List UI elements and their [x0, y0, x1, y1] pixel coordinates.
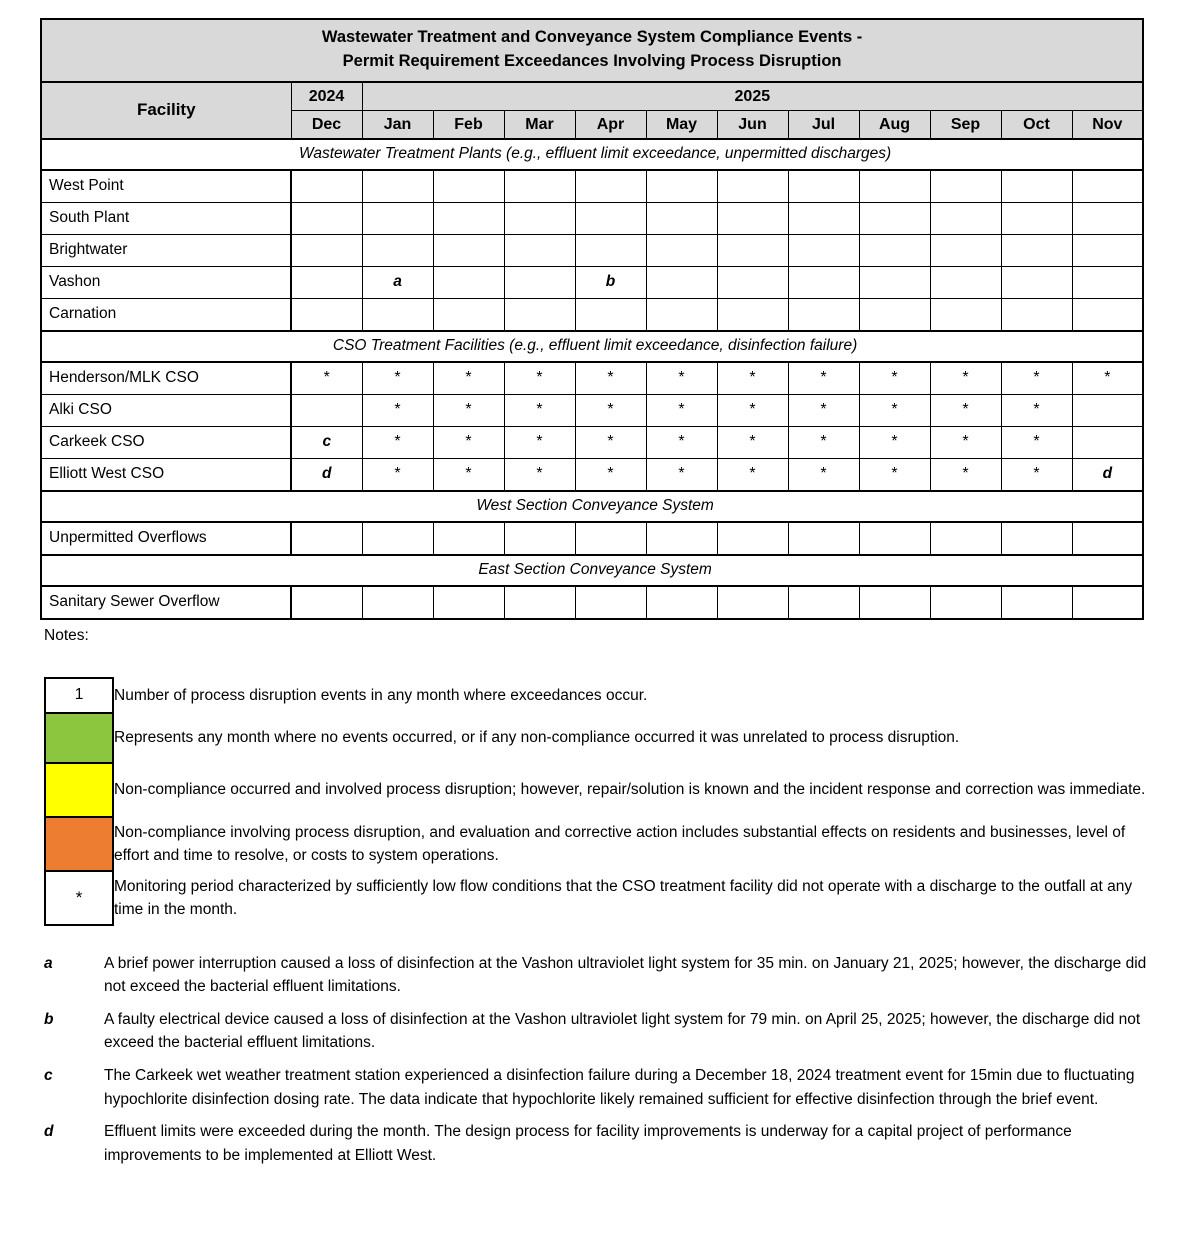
- asterisk-icon: *: [749, 433, 756, 451]
- status-cell: [575, 298, 646, 331]
- table-row: [41, 362, 1143, 395]
- status-cell: [1001, 426, 1072, 458]
- footnote-row: [44, 952, 1164, 1008]
- footnote-letter: a: [44, 954, 53, 972]
- table-row: [41, 522, 1143, 555]
- asterisk-icon: *: [607, 401, 614, 419]
- status-cell: [433, 394, 504, 426]
- section-heading-row: [41, 331, 1143, 362]
- status-cell: [433, 522, 504, 555]
- asterisk-icon: *: [891, 465, 898, 483]
- status-cell: [930, 202, 1001, 234]
- status-cell: [362, 202, 433, 234]
- section-heading-row: [41, 139, 1143, 170]
- status-cell: [575, 234, 646, 266]
- footnote-text: A faulty electrical device caused a loss of disinfection at the Vashon ultraviolet light system for 79 min. on April 25, 2025; however, the discharge did not exceed the bacterial effluent limitations.: [104, 1010, 1141, 1052]
- asterisk-icon: *: [323, 369, 330, 387]
- compliance-matrix-table: [40, 18, 1144, 620]
- table-row: [41, 202, 1143, 234]
- asterisk-icon: *: [1033, 401, 1040, 419]
- status-cell: [859, 458, 930, 491]
- asterisk-icon: *: [962, 369, 969, 387]
- legend-description: Represents any month where no events occurred, or if any non-compliance occurred it was unrelated to process disruption.: [114, 729, 960, 747]
- status-cell: [504, 298, 575, 331]
- asterisk-icon: *: [1033, 433, 1040, 451]
- status-cell: [646, 586, 717, 619]
- status-cell: [788, 586, 859, 619]
- status-cell: [362, 458, 433, 491]
- column-header-month: Dec: [291, 111, 362, 139]
- status-cell: [859, 362, 930, 395]
- status-cell: [646, 522, 717, 555]
- footnote-row: [44, 1008, 1164, 1064]
- status-cell: [362, 298, 433, 331]
- status-cell: [717, 394, 788, 426]
- status-cell: [433, 298, 504, 331]
- legend-color-swatch: [45, 871, 113, 925]
- status-cell: [717, 170, 788, 203]
- status-cell: [1001, 522, 1072, 555]
- footnote-marker: a: [393, 273, 402, 291]
- facility-name-cell: Henderson/MLK CSO: [41, 362, 291, 395]
- status-cell: [291, 170, 362, 203]
- footnote-text: Effluent limits were exceeded during the month. The design process for facility improvements is underway for a capital project of performance improvements to be implemented at Elliott West.: [104, 1123, 1072, 1164]
- status-cell: [362, 586, 433, 619]
- status-cell: [575, 394, 646, 426]
- status-cell: [930, 362, 1001, 395]
- status-cell: [859, 394, 930, 426]
- table-title: [41, 19, 1143, 82]
- status-cell: [504, 394, 575, 426]
- status-cell: [717, 522, 788, 555]
- status-cell: [1072, 394, 1143, 426]
- status-cell: [930, 522, 1001, 555]
- table-title-line-2: Permit Requirement Exceedances Involving Process Disruption: [342, 51, 842, 70]
- status-cell: [646, 298, 717, 331]
- legend-row: [45, 871, 1153, 925]
- status-cell: [575, 426, 646, 458]
- status-cell: [1072, 522, 1143, 555]
- asterisk-icon: *: [1033, 369, 1040, 387]
- status-cell: [291, 426, 362, 458]
- status-cell: [362, 362, 433, 395]
- status-cell: [504, 426, 575, 458]
- footnote-letter: d: [44, 1123, 54, 1141]
- status-cell: [788, 234, 859, 266]
- column-header-year-2025: 2025: [362, 82, 1143, 111]
- asterisk-icon: *: [820, 401, 827, 419]
- table-row: [41, 234, 1143, 266]
- section-heading-row: [41, 555, 1143, 586]
- asterisk-icon: *: [678, 465, 685, 483]
- status-cell: [859, 266, 930, 298]
- table-title-row: [41, 19, 1143, 82]
- status-cell: [788, 170, 859, 203]
- status-cell: [930, 458, 1001, 491]
- facility-name-cell: Vashon: [41, 266, 291, 298]
- status-cell: [717, 362, 788, 395]
- column-header-month: Jan: [362, 111, 433, 139]
- asterisk-icon: *: [820, 465, 827, 483]
- status-cell: [717, 426, 788, 458]
- asterisk-icon: *: [678, 433, 685, 451]
- status-cell: [788, 362, 859, 395]
- facility-name-cell: Elliott West CSO: [41, 458, 291, 491]
- asterisk-icon: *: [891, 369, 898, 387]
- legend-color-swatch: [45, 817, 113, 871]
- status-cell: [646, 426, 717, 458]
- asterisk-icon: *: [75, 887, 83, 907]
- status-cell: [646, 234, 717, 266]
- asterisk-icon: *: [1104, 369, 1111, 387]
- status-cell: [504, 202, 575, 234]
- status-cell: [859, 426, 930, 458]
- status-cell: [717, 458, 788, 491]
- legend-row: [45, 713, 1153, 763]
- status-cell: [646, 394, 717, 426]
- status-cell: [291, 586, 362, 619]
- status-cell: [504, 458, 575, 491]
- column-header-month: Mar: [504, 111, 575, 139]
- status-cell: [362, 426, 433, 458]
- asterisk-icon: *: [607, 433, 614, 451]
- status-cell: [717, 266, 788, 298]
- status-cell: [859, 298, 930, 331]
- status-cell: [575, 458, 646, 491]
- legend-description: Monitoring period characterized by sufficiently low flow conditions that the CSO treatment facility did not operate with a discharge to the outfall at any time in the month.: [114, 877, 1133, 918]
- status-cell: [575, 202, 646, 234]
- section-heading-row: [41, 491, 1143, 522]
- facility-name-cell: Alki CSO: [41, 394, 291, 426]
- facility-name-cell: West Point: [41, 170, 291, 203]
- legend-description: Non-compliance occurred and involved process disruption; however, repair/solution is known and the incident response and correction was immediate.: [114, 781, 1146, 799]
- status-cell: [1001, 394, 1072, 426]
- table-row: [41, 458, 1143, 491]
- status-cell: [362, 234, 433, 266]
- legend-description: Non-compliance involving process disruption, and evaluation and corrective action includes substantial effects on residents and businesses, level of effort and time to resolve, or costs to system operations.: [114, 823, 1126, 864]
- status-cell: [788, 458, 859, 491]
- legend-color-swatch: [45, 713, 113, 763]
- column-header-month: Sep: [930, 111, 1001, 139]
- status-cell: [646, 266, 717, 298]
- status-cell: [504, 170, 575, 203]
- status-cell: [717, 298, 788, 331]
- status-cell: [1072, 266, 1143, 298]
- status-cell: [646, 458, 717, 491]
- status-cell: [433, 458, 504, 491]
- status-cell: [362, 266, 433, 298]
- status-cell: [1072, 458, 1143, 491]
- status-cell: [788, 298, 859, 331]
- status-cell: [433, 202, 504, 234]
- facility-name-cell: Carnation: [41, 298, 291, 331]
- asterisk-icon: *: [962, 401, 969, 419]
- column-header-month: Nov: [1072, 111, 1143, 139]
- facility-name-cell: South Plant: [41, 202, 291, 234]
- legend-row: [45, 817, 1153, 871]
- status-cell: [859, 202, 930, 234]
- asterisk-icon: *: [394, 433, 401, 451]
- status-cell: [930, 426, 1001, 458]
- status-cell: [1001, 362, 1072, 395]
- status-cell: [788, 522, 859, 555]
- asterisk-icon: *: [962, 433, 969, 451]
- status-cell: [930, 234, 1001, 266]
- status-cell: [788, 266, 859, 298]
- section-heading-label: East Section Conveyance System: [41, 555, 1143, 586]
- column-header-facility: Facility: [41, 82, 291, 139]
- asterisk-icon: *: [607, 465, 614, 483]
- status-cell: [1001, 266, 1072, 298]
- table-row: [41, 586, 1143, 619]
- status-cell: [1001, 298, 1072, 331]
- status-cell: [1072, 170, 1143, 203]
- section-heading-label: Wastewater Treatment Plants (e.g., effluent limit exceedance, unpermitted discharges): [41, 139, 1143, 170]
- status-cell: [1001, 458, 1072, 491]
- status-cell: [504, 586, 575, 619]
- status-cell: [1072, 234, 1143, 266]
- asterisk-icon: *: [1033, 465, 1040, 483]
- asterisk-icon: *: [749, 369, 756, 387]
- status-cell: [291, 202, 362, 234]
- status-cell: [433, 170, 504, 203]
- footnote-letter: b: [44, 1010, 54, 1028]
- status-cell: [433, 234, 504, 266]
- asterisk-icon: *: [394, 465, 401, 483]
- status-cell: [930, 266, 1001, 298]
- footnote-marker: d: [322, 465, 332, 483]
- asterisk-icon: *: [607, 369, 614, 387]
- status-cell: [1072, 362, 1143, 395]
- footnote-text: A brief power interruption caused a loss of disinfection at the Vashon ultraviolet light system for 35 min. on January 21, 2025; however, the discharge did not exceed the bacterial effluent limitations.: [104, 954, 1147, 996]
- status-cell: [859, 586, 930, 619]
- asterisk-icon: *: [962, 465, 969, 483]
- status-cell: [788, 426, 859, 458]
- legend-color-swatch: [45, 678, 113, 713]
- status-cell: [717, 234, 788, 266]
- status-cell: [1001, 170, 1072, 203]
- status-cell: [930, 394, 1001, 426]
- table-row: [41, 426, 1143, 458]
- status-cell: [433, 426, 504, 458]
- status-cell: [1072, 426, 1143, 458]
- table-row: [41, 266, 1143, 298]
- status-cell: [575, 362, 646, 395]
- asterisk-icon: *: [891, 401, 898, 419]
- status-cell: [646, 362, 717, 395]
- status-cell: [788, 394, 859, 426]
- footnote-row: [44, 1064, 1164, 1120]
- section-heading-label: West Section Conveyance System: [41, 491, 1143, 522]
- status-cell: [291, 394, 362, 426]
- section-heading-label: CSO Treatment Facilities (e.g., effluent limit exceedance, disinfection failure): [41, 331, 1143, 362]
- status-cell: [859, 234, 930, 266]
- status-cell: [646, 202, 717, 234]
- asterisk-icon: *: [749, 465, 756, 483]
- footnote-text: The Carkeek wet weather treatment station experienced a disinfection failure during a December 18, 2024 treatment event for 15min due to fluctuating hypochlorite disinfection dosing rate. The data indicate that hypochlorite likely remained sufficient for effective disinfection through the brief event.: [104, 1067, 1135, 1108]
- footnote-marker: c: [322, 433, 332, 451]
- status-cell: [362, 394, 433, 426]
- status-cell: [1001, 234, 1072, 266]
- status-cell: [646, 170, 717, 203]
- status-cell: [859, 170, 930, 203]
- status-cell: [291, 362, 362, 395]
- legend-row: [45, 763, 1153, 817]
- table-title-line-1: Wastewater Treatment and Conveyance System Compliance Events -: [321, 28, 863, 46]
- status-cell: [1072, 202, 1143, 234]
- asterisk-icon: *: [820, 433, 827, 451]
- facility-name-cell: Sanitary Sewer Overflow: [41, 586, 291, 619]
- table-row: [41, 298, 1143, 331]
- column-header-month: May: [646, 111, 717, 139]
- footnote-row: [44, 1120, 1164, 1176]
- status-cell: [575, 266, 646, 298]
- footnotes-table: [44, 952, 1164, 1176]
- facility-name-cell: Unpermitted Overflows: [41, 522, 291, 555]
- asterisk-icon: *: [749, 401, 756, 419]
- asterisk-icon: *: [536, 401, 543, 419]
- asterisk-icon: *: [536, 465, 543, 483]
- footnote-marker: d: [1102, 465, 1113, 483]
- status-cell: [504, 522, 575, 555]
- asterisk-icon: *: [394, 401, 401, 419]
- asterisk-icon: *: [678, 401, 685, 419]
- status-cell: [291, 266, 362, 298]
- status-cell: [504, 362, 575, 395]
- column-header-month: Aug: [859, 111, 930, 139]
- status-cell: [291, 522, 362, 555]
- asterisk-icon: *: [465, 465, 472, 483]
- facility-name-cell: Carkeek CSO: [41, 426, 291, 458]
- status-cell: [291, 458, 362, 491]
- status-cell: [930, 298, 1001, 331]
- status-cell: [291, 234, 362, 266]
- status-cell: [717, 202, 788, 234]
- column-header-month: Jul: [788, 111, 859, 139]
- footnote-marker: b: [605, 273, 616, 291]
- asterisk-icon: *: [891, 433, 898, 451]
- column-header-year-2024: 2024: [291, 82, 362, 111]
- status-cell: [1072, 586, 1143, 619]
- status-cell: [930, 170, 1001, 203]
- asterisk-icon: *: [465, 369, 472, 387]
- matrix-body: [41, 19, 1143, 619]
- footnote-letter: c: [44, 1067, 53, 1085]
- asterisk-icon: *: [465, 401, 472, 419]
- legend-table: [44, 677, 1154, 926]
- status-cell: [717, 586, 788, 619]
- legend-color-swatch: [45, 763, 113, 817]
- status-cell: [291, 298, 362, 331]
- status-cell: [433, 362, 504, 395]
- status-cell: [930, 586, 1001, 619]
- status-cell: [575, 522, 646, 555]
- status-cell: [788, 202, 859, 234]
- table-row: [41, 394, 1143, 426]
- legend-description: Number of process disruption events in any month where exceedances occur.: [114, 686, 648, 704]
- notes-label: Notes:: [44, 626, 89, 644]
- status-cell: [575, 586, 646, 619]
- asterisk-icon: *: [678, 369, 685, 387]
- status-cell: [859, 522, 930, 555]
- status-cell: [433, 266, 504, 298]
- column-header-month: Feb: [433, 111, 504, 139]
- status-cell: [362, 522, 433, 555]
- asterisk-icon: *: [465, 433, 472, 451]
- status-cell: [433, 586, 504, 619]
- table-row: [41, 170, 1143, 203]
- status-cell: [575, 170, 646, 203]
- asterisk-icon: *: [394, 369, 401, 387]
- column-header-month: Oct: [1001, 111, 1072, 139]
- status-cell: [1001, 586, 1072, 619]
- facility-name-cell: Brightwater: [41, 234, 291, 266]
- status-cell: [504, 234, 575, 266]
- column-header-month: Jun: [717, 111, 788, 139]
- asterisk-icon: *: [536, 369, 543, 387]
- column-header-month: Apr: [575, 111, 646, 139]
- status-cell: [504, 266, 575, 298]
- header-year-row: [41, 82, 1143, 111]
- asterisk-icon: *: [820, 369, 827, 387]
- status-cell: [362, 170, 433, 203]
- status-cell: [1072, 298, 1143, 331]
- legend-number: 1: [74, 686, 84, 704]
- legend-row: [45, 678, 1153, 713]
- status-cell: [1001, 202, 1072, 234]
- asterisk-icon: *: [536, 433, 543, 451]
